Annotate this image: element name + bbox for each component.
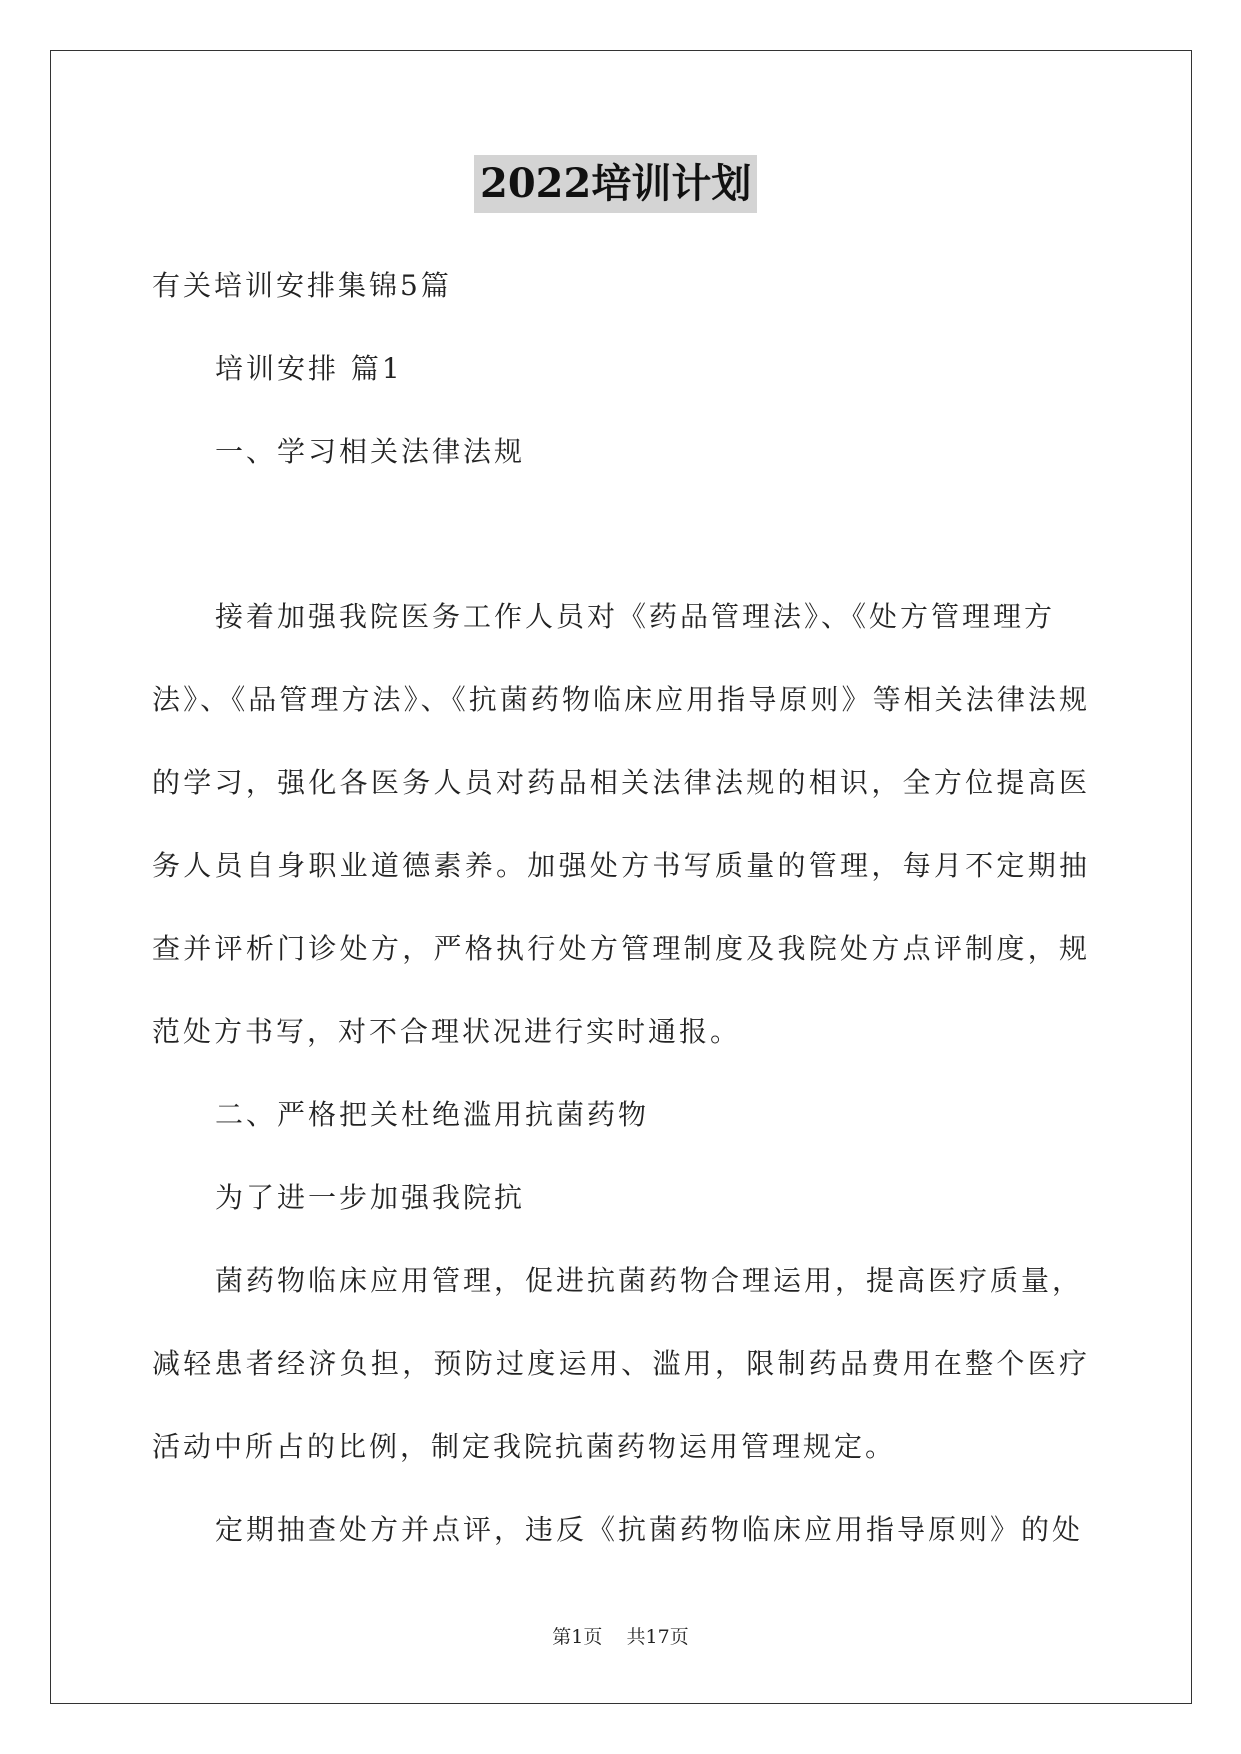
para1-line-1: 接着加强我院医务工作人员对《药品管理法》、《处方管理理方 [215, 600, 1056, 633]
para1-line-6: 范处方书写，对不合理状况进行实时通报。 [152, 1015, 742, 1048]
para3-line-3: 活动中所占的比例，制定我院抗菌药物运用管理规定。 [152, 1430, 897, 1463]
page-number: 第1页 [552, 1626, 603, 1648]
para2-line: 为了进一步加强我院抗 [215, 1181, 526, 1214]
page-footer [0, 1624, 1241, 1650]
para3-line-2: 减轻患者经济负担，预防过度运用、滥用，限制药品费用在整个医疗 [152, 1347, 1087, 1380]
section-heading: 培训安排 篇1 [215, 352, 403, 385]
para1-line-3: 的学习，强化各医务人员对药品相关法律法规的相识，全方位提高医 [152, 766, 1087, 799]
para3-line-1: 菌药物临床应用管理，促进抗菌药物合理运用，提高医疗质量， [215, 1264, 1084, 1297]
para1-line-2: 法》、《品管理方法》、《抗菌药物临床应用指导原则》等相关法律法规 [152, 683, 1087, 716]
page-total: 共17页 [626, 1626, 689, 1648]
document-title: 2022培训计划 [474, 155, 757, 213]
para1-line-5: 查并评析门诊处方，严格执行处方管理制度及我院处方点评制度，规 [152, 932, 1087, 965]
para1-line-4: 务人员自身职业道德素养。加强处方书写质量的管理，每月不定期抽 [152, 849, 1087, 882]
subtitle: 有关培训安排集锦5篇 [152, 269, 452, 302]
heading-2: 二、严格把关杜绝滥用抗菌药物 [215, 1098, 650, 1131]
para4-line: 定期抽查处方并点评，违反《抗菌药物临床应用指导原则》的处 [215, 1513, 1084, 1546]
heading-1: 一、学习相关法律法规 [215, 435, 526, 468]
